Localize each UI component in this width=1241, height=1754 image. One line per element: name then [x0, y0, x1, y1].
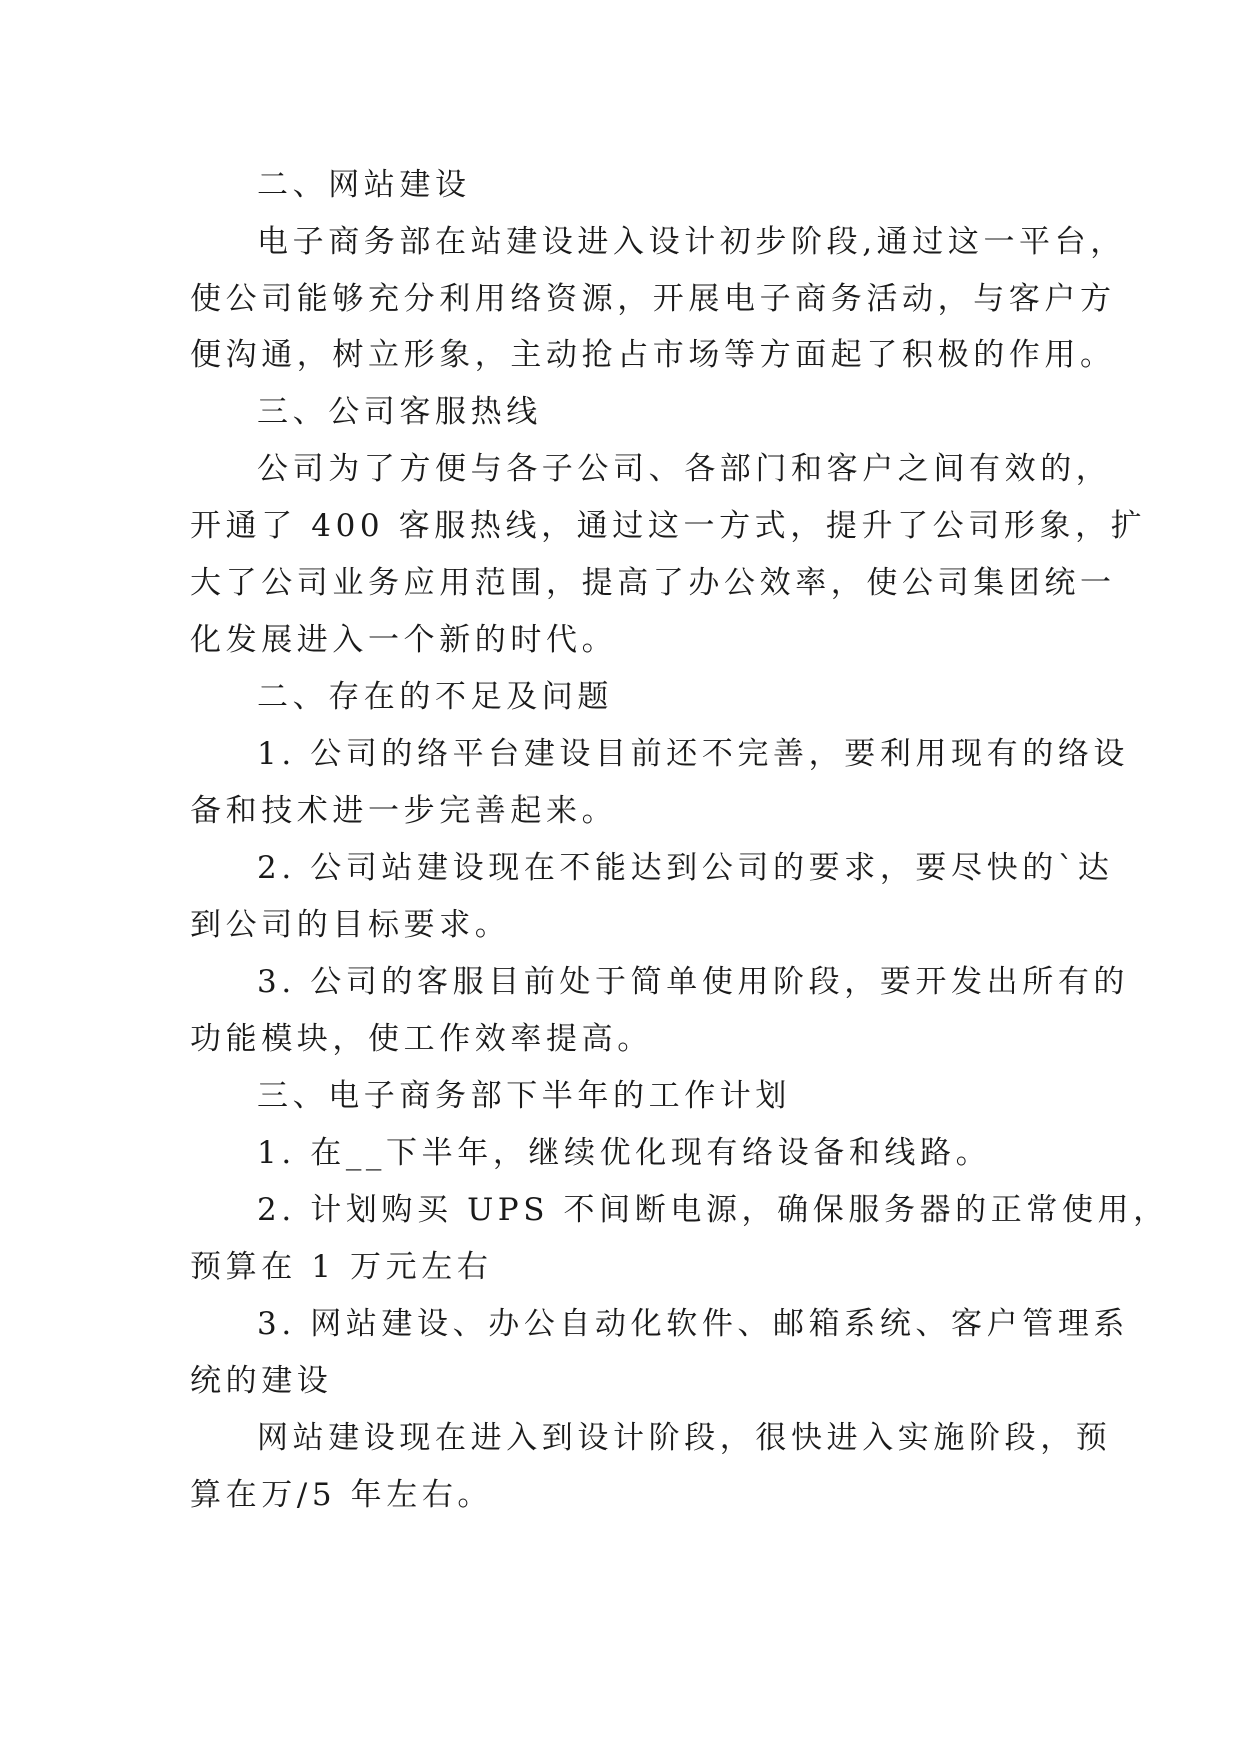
list-item-line: 到公司的目标要求。: [190, 907, 511, 943]
paragraph-line: 算在万/5 年左右。: [190, 1477, 494, 1513]
section-heading-plan: 三、电子商务部下半年的工作计划: [257, 1078, 791, 1114]
section-heading-hotline: 三、公司客服热线: [257, 394, 542, 430]
paragraph-line: 便沟通，树立形象，主动抢占市场等方面起了积极的作用。: [190, 337, 1116, 373]
paragraph-line: 使公司能够充分利用络资源，开展电子商务活动，与客户方: [190, 281, 1116, 317]
list-item-line: 预算在 1 万元左右: [190, 1249, 493, 1285]
list-item-line: 备和技术进一步完善起来。: [190, 793, 618, 829]
list-item-line: 2. 计划购买 UPS 不间断电源，确保服务器的正常使用，: [257, 1192, 1169, 1228]
list-item-line: 1. 公司的络平台建设目前还不完善，要利用现有的络设: [257, 736, 1130, 772]
paragraph-line: 网站建设现在进入到设计阶段，很快进入实施阶段，预: [257, 1420, 1112, 1456]
paragraph-line: 开通了 400 客服热线，通过这一方式，提升了公司形象，扩: [190, 508, 1147, 544]
section-heading-website: 二、网站建设: [257, 167, 471, 203]
list-item-line: 3. 公司的客服目前处于简单使用阶段，要开发出所有的: [257, 964, 1130, 1000]
paragraph-line: 化发展进入一个新的时代。: [190, 622, 618, 658]
paragraph-line: 电子商务部在站建设进入设计初步阶段,通过这一平台，: [257, 224, 1126, 260]
list-item-line: 2. 公司站建设现在不能达到公司的要求，要尽快的`达: [257, 850, 1114, 886]
paragraph-line: 大了公司业务应用范围，提高了办公效率，使公司集团统一: [190, 565, 1116, 601]
list-item-line: 统的建设: [190, 1363, 333, 1399]
list-item-line: 功能模块，使工作效率提高。: [190, 1021, 653, 1057]
list-item-line: 3. 网站建设、办公自动化软件、邮箱系统、客户管理系: [257, 1306, 1130, 1342]
list-item-line: 1. 在__下半年，继续优化现有络设备和线路。: [257, 1135, 992, 1171]
paragraph-line: 公司为了方便与各子公司、各部门和客户之间有效的，: [257, 451, 1112, 487]
section-heading-problems: 二、存在的不足及问题: [257, 679, 613, 715]
